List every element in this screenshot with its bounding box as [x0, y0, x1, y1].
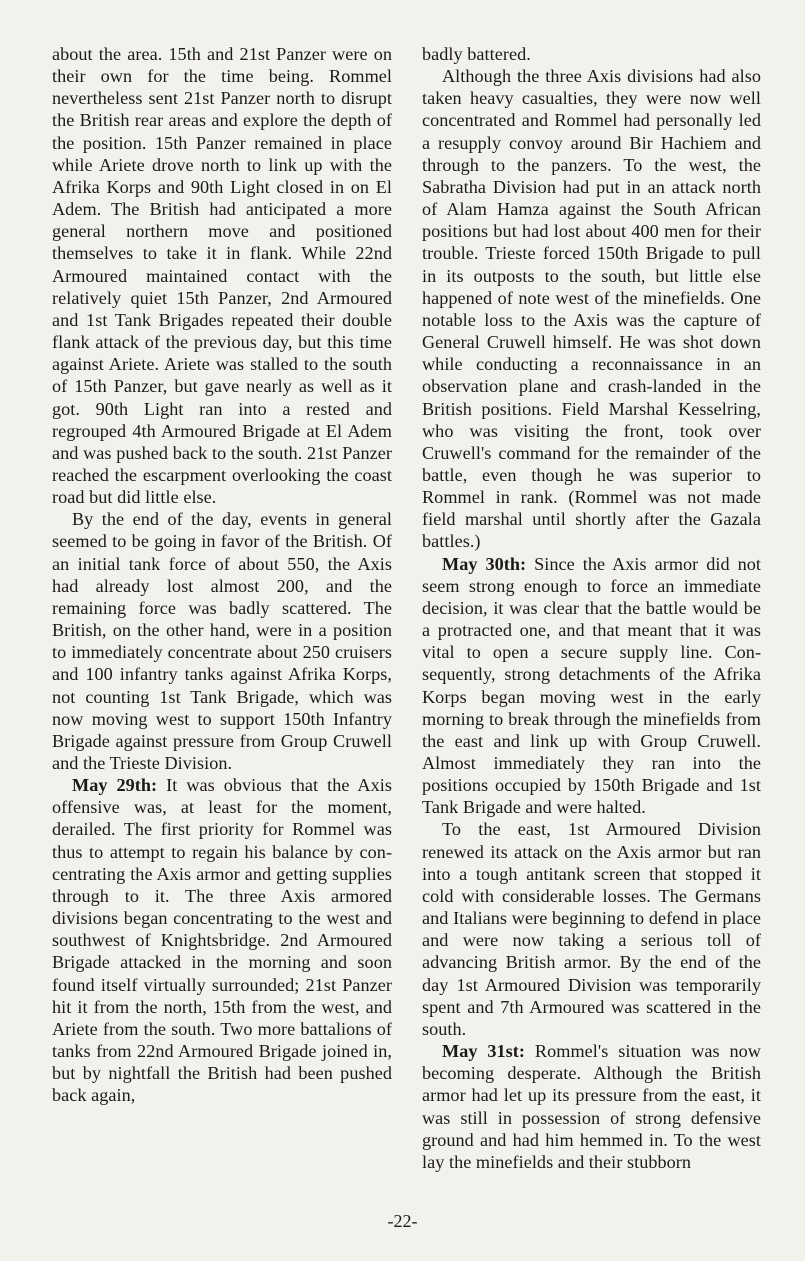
date-heading-may-29: May 29th: — [72, 775, 158, 796]
paragraph-may-29 — [52, 774, 392, 1106]
paragraph-end-of-day: By the end of the day, events in general seemed to be going in favor of the British. Of an initial tank force of about 550, the Axis had already lost almost 200, and the remaining force was badly scattered. The British, on the other hand, were in a position to immediately concentrate about 250 cruisers and 100 infantry tanks against Afrika Korps, not counting 1st Tank Brigade, which was now moving west to support 150th Infantry Brigade against pressure from Group Cruwell and the Trieste Division. — [52, 509, 392, 773]
date-heading-may-31: May 31st: — [442, 1041, 526, 1062]
paragraph-may-30 — [422, 553, 761, 819]
right-text-column — [422, 43, 761, 1173]
paragraph-may-31 — [422, 1040, 761, 1173]
paragraph-axis-divisions: Although the three Axis divisions had also taken heavy casualties, they were now well concentrated and Rommel had personally led a resupply convoy around Bir Hachiem and through to the panzers. To the west, the Sabratha Division had put in an attack north of Alam Hamza against the South African positions but had lost about 400 men for their trouble. Trieste forced 150th Brigade to pull in its outposts to the south, but little else happened of note west of the minefields. One notable loss to the Axis was the capture of General Cruwell himself. He was shot down while conducting a reconnaissance in an observation plane and crash-landed in the British positions. Field Marshal Kesselring, who was visiting the front, took over Cruwell's command for the remainder of the battle, even though he was superior to Rommel in rank. (Rommel was not made field marshal until shortly after the Gazala battles.) — [422, 66, 761, 552]
paragraph-continued-right: badly battered. — [422, 44, 531, 64]
paragraph-may-31-body: Rommel's situation was now becoming desperate. Although the British armor had let up its pressure from the east, it was still in possession of strong defensive ground and had him hemmed in. To the west lay the minefields and their stubborn — [422, 1041, 761, 1172]
left-text-column — [52, 43, 392, 1107]
paragraph-continued: about the area. 15th and 21st Panzer were on their own for the time being. Rommel nevertheless sent 21st Panzer north to disrupt the British rear areas and explore the depth of the position. 15th Panzer remained in place while Ariete drove north to link up with the Afrika Korps and 90th Light closed in on El Adem. The British had anticipated a more general northern move and positioned themselves to take it in flank. While 22nd Armoured maintained contact with the relatively quiet 15th Panzer, 2nd Armoured and 1st Tank Brigades repeated their double flank attack of the previous day, but this time against Ariete. Ariete was stalled to the south of 15th Panzer, but gave nearly as well as it got. 90th Light ran into a rested and regrouped 4th Armoured Brigade at El Adem and was pushed back to the south. 21st Panzer reached the escarpment overlooking the coast road but did little else. — [52, 44, 392, 508]
paragraph-to-the-east: To the east, 1st Armoured Division renewed its attack on the Axis armor but ran into a tough antitank screen that stopped it cold with considerable losses. The Germans and Italians were beginning to defend in place and were now taking a serious toll of advancing British armor. By the end of the day 1st Armoured Division was temporarily spent and 7th Armoured was scattered in the south. — [422, 819, 761, 1039]
date-heading-may-30: May 30th: — [442, 553, 527, 574]
paragraph-may-30-body: Since the Axis armor did not seem strong enough to force an immediate decision, it was clear that the battle would be a protracted one, and that meant that it was vital to open a secure supply line. Consequently, strong detachments of the Afrika Korps began moving west in the early morning to break through the minefields from the east and link up with Group Cruwell. Almost immediately they ran into the positions occupied by 150th Brigade and 1st Tank Brigade and were halted. — [422, 553, 761, 818]
paragraph-may-29-body: It was obvious that the Axis offensive was, at least for the moment, derailed. The first priority for Rommel was thus to attempt to regain his balance by concentrating the Axis armor and getting supplies through to it. The three Axis armored divisions began concentrating to the west and southwest of Knightsbridge. 2nd Armoured Brigade attacked in the morning and soon found itself virtually surrounded; 21st Panzer hit it from the north, 15th from the west, and Ariete from the south. Two more battalions of tanks from 22nd Armoured Brigade joined in, but by nightfall the British had been pushed back again, — [52, 775, 392, 1106]
page-number: -22- — [387, 1211, 418, 1231]
